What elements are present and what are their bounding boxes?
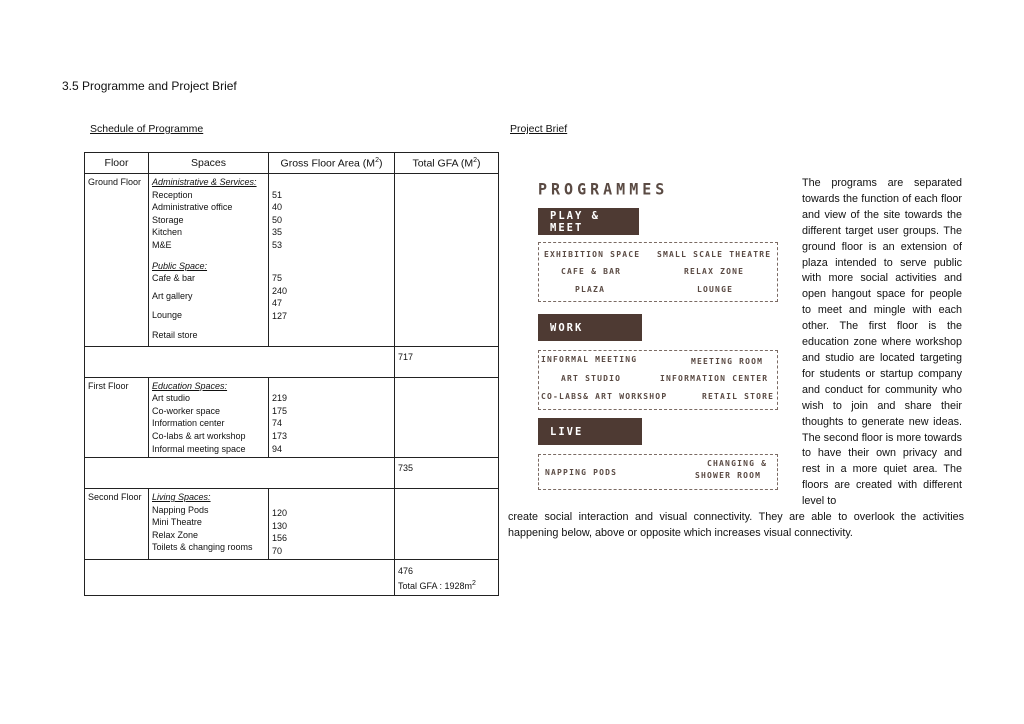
list-item: Retail store [152,329,198,340]
program-label: EXHIBITION SPACE [544,250,641,259]
list-item: Mini Theatre [152,517,202,528]
header-floor: Floor [85,153,149,174]
header-gfa: Gross Floor Area $(M^2)$ [269,153,395,174]
play-meet-tag: PLAY & MEET [538,208,639,235]
program-label: MEETING ROOM [691,357,764,366]
area-value: 173 [272,430,288,441]
area-value: 127 [272,310,288,321]
project-brief-paragraph: The programs are separated towards the function of each floor and view of the site towards the different target user groups. The ground floor is an extension of plaza intended to serve public with more social activities and open hangout space for people to meet and mingle with each other. The first floor is the education zone where workshop and studio are located targeting for students or startup company and conduct for community who wish to join and share their thoughts to generate new ideas. The second floor is more towards to have their own privacy and rest in a more quiet area. The floors are created with different level to [802,177,962,508]
first-total-value: 735 [395,458,499,489]
list-item: Co-worker space [152,405,221,416]
header-total-gfa: Total GFA $(M^2)$ [395,153,499,174]
list-item: Storage [152,214,184,225]
program-label: ART STUDIO [561,374,622,383]
work-tag: WORK [538,314,642,341]
program-label: INFORMAL MEETING [541,355,638,364]
ground-total-row [85,346,499,377]
project-brief-title: Project Brief [510,123,568,135]
program-label: PLAZA [575,285,606,294]
header-spaces: Spaces [149,153,269,174]
list-item: Relax Zone [152,529,199,540]
work-box [538,350,778,410]
category-label: Administrative & Services: [152,177,257,187]
schedule-title: Schedule of Programme [90,123,204,135]
second-floor-row [85,489,499,560]
program-label: RELAX ZONE [684,267,745,276]
program-label: NAPPING PODS [545,468,618,477]
ground-floor-row [85,174,499,347]
area-value: 53 [272,239,283,250]
area-value: 51 [272,189,283,200]
first-floor-row [85,377,499,458]
ground-spaces-cell [149,174,269,347]
second-areas-cell [269,489,395,560]
program-label: RETAIL STORE [702,392,775,401]
program-label: LOUNGE [697,285,734,294]
project-brief-paragraph-continued: create social interaction and visual connectivity. They are able to overlook the activities happening below, above or opposite which increases visual connectivity. [508,511,964,539]
ground-total-value: 717 [395,346,499,377]
programmes-diagram [533,178,791,498]
first-areas-cell [269,377,395,458]
grand-total: Total GFA : $1928m^2$ [398,580,476,592]
area-value: 120 [272,508,288,519]
program-label: INFORMATION CENTER [660,374,769,383]
list-item: Toilets & changing rooms [152,542,253,553]
first-spaces-cell [149,377,269,458]
live-box [538,454,778,490]
programme-table [84,152,499,596]
area-value: 75 [272,273,283,284]
list-item: Informal meeting space [152,443,246,454]
area-value: 50 [272,214,283,225]
category-label: Living Spaces: [152,492,211,503]
second-total-value: 476 [398,566,414,577]
floor-label: Ground Floor [85,174,149,347]
program-label: CHANGING & [707,459,768,468]
list-item: Information center [152,418,225,429]
area-value: 35 [272,227,283,238]
diagram-title: PROGRAMMES [538,179,669,199]
area-value: 219 [272,393,288,404]
ground-areas-cell [269,174,395,347]
list-item: Reception [152,189,193,200]
area-value: 94 [272,443,283,454]
table-header-row [85,153,499,174]
play-meet-box [538,242,778,302]
program-label: CO-LABS& ART WORKSHOP [541,392,668,401]
category-label: Education Spaces: [152,380,228,391]
area-value: 130 [272,520,288,531]
list-item: Lounge [152,310,183,321]
area-value: 156 [272,533,288,544]
list-item: Art studio [152,393,191,404]
list-item: M&E [152,239,172,250]
area-value: 175 [272,405,288,416]
program-label: SMALL SCALE THEATRE [657,250,772,259]
list-item: Co-labs & art workshop [152,430,246,441]
list-item: Cafe & bar [152,273,196,284]
category-label: Public Space: [152,260,208,271]
area-value: 74 [272,418,283,429]
floor-label: Second Floor [85,489,149,560]
program-label: SHOWER ROOM [695,471,762,480]
list-item: Napping Pods [152,504,209,515]
live-tag: LIVE [538,418,642,445]
program-label: CAFE & BAR [561,267,622,276]
area-value: 240 [272,285,288,296]
page-heading: 3.5 Programme and Project Brief [62,79,237,93]
area-value: 47 [272,298,283,309]
list-item: Administrative office [152,202,233,213]
second-total-row [85,560,499,595]
list-item: Art gallery [152,290,193,301]
area-value: 40 [272,202,283,213]
first-total-row [85,458,499,489]
second-spaces-cell [149,489,269,560]
floor-label: First Floor [85,377,149,458]
area-value: 70 [272,545,283,556]
list-item: Kitchen [152,227,183,238]
